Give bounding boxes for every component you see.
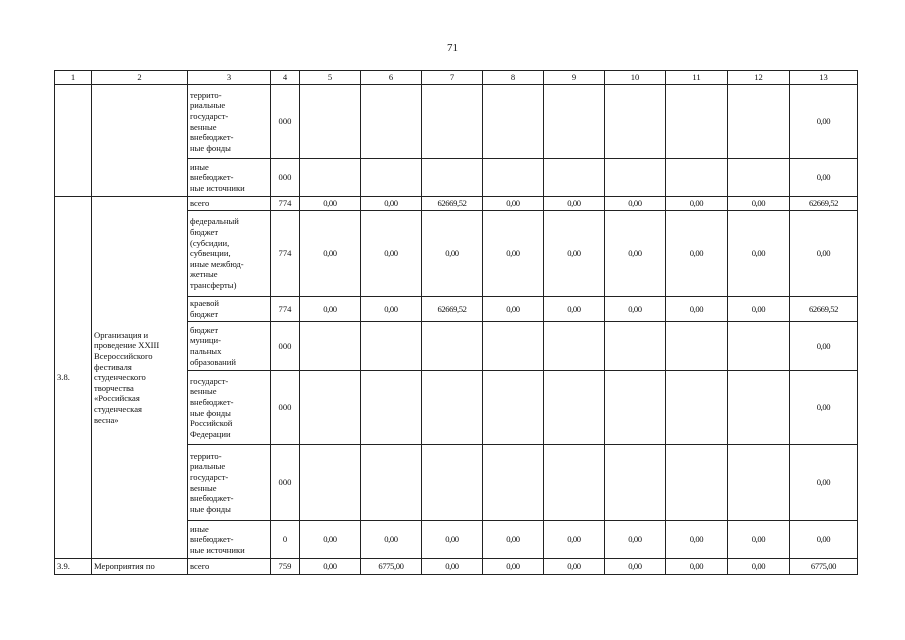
value-cell: 0,00: [544, 211, 605, 297]
funding-source-cell: государст- венные внебюджет- ные фонды Российской Федерации: [188, 371, 271, 445]
index-cell: 3.8.: [55, 197, 92, 559]
code-cell: 0: [271, 521, 300, 559]
code-cell: 774: [271, 197, 300, 211]
value-cell: 0,00: [422, 521, 483, 559]
value-cell: [300, 371, 361, 445]
total-cell: 62669,52: [790, 197, 858, 211]
value-cell: [666, 371, 728, 445]
value-cell: 62669,52: [422, 197, 483, 211]
value-cell: 0,00: [605, 197, 666, 211]
value-cell: 0,00: [300, 559, 361, 575]
value-cell: 0,00: [605, 297, 666, 322]
funding-source-cell: бюджет муници- пальных образований: [188, 322, 271, 371]
value-cell: [544, 371, 605, 445]
value-cell: 0,00: [666, 559, 728, 575]
value-cell: [422, 322, 483, 371]
value-cell: 62669,52: [422, 297, 483, 322]
value-cell: [483, 445, 544, 521]
value-cell: 0,00: [361, 521, 422, 559]
value-cell: [361, 322, 422, 371]
column-header: 11: [666, 71, 728, 85]
column-header: 9: [544, 71, 605, 85]
column-header: 3: [188, 71, 271, 85]
value-cell: 0,00: [666, 297, 728, 322]
value-cell: [483, 371, 544, 445]
total-cell: 0,00: [790, 445, 858, 521]
value-cell: [544, 445, 605, 521]
value-cell: 0,00: [666, 521, 728, 559]
value-cell: 6775,00: [361, 559, 422, 575]
value-cell: [361, 445, 422, 521]
value-cell: [300, 445, 361, 521]
value-cell: 0,00: [728, 521, 790, 559]
value-cell: 0,00: [300, 211, 361, 297]
column-header: 7: [422, 71, 483, 85]
column-header: 10: [605, 71, 666, 85]
value-cell: 0,00: [483, 197, 544, 211]
value-cell: 0,00: [422, 559, 483, 575]
table-row: [55, 197, 858, 211]
total-cell: 0,00: [790, 521, 858, 559]
value-cell: 0,00: [483, 559, 544, 575]
code-cell: 774: [271, 297, 300, 322]
funding-source-cell: иные внебюджет- ные источники: [188, 159, 271, 197]
funding-source-cell: всего: [188, 559, 271, 575]
name-cell: [92, 85, 188, 197]
value-cell: [605, 371, 666, 445]
value-cell: [422, 371, 483, 445]
total-cell: 6775,00: [790, 559, 858, 575]
total-cell: 0,00: [790, 322, 858, 371]
value-cell: 0,00: [483, 297, 544, 322]
value-cell: 0,00: [544, 297, 605, 322]
value-cell: 0,00: [483, 211, 544, 297]
column-header: 2: [92, 71, 188, 85]
value-cell: 0,00: [361, 297, 422, 322]
value-cell: 0,00: [300, 197, 361, 211]
value-cell: 0,00: [361, 197, 422, 211]
column-header: 1: [55, 71, 92, 85]
total-cell: 0,00: [790, 85, 858, 159]
value-cell: [728, 322, 790, 371]
code-cell: 759: [271, 559, 300, 575]
table-row: [55, 85, 858, 159]
column-header: 12: [728, 71, 790, 85]
column-header: 4: [271, 71, 300, 85]
column-header: 6: [361, 71, 422, 85]
value-cell: [605, 322, 666, 371]
value-cell: 0,00: [544, 197, 605, 211]
funding-source-cell: федеральный бюджет (субсидии, субвенции, иные межбюд- жетные трансферты): [188, 211, 271, 297]
value-cell: [361, 371, 422, 445]
value-cell: 0,00: [544, 559, 605, 575]
value-cell: 0,00: [605, 559, 666, 575]
value-cell: 0,00: [300, 297, 361, 322]
value-cell: 0,00: [728, 297, 790, 322]
funding-source-cell: всего: [188, 197, 271, 211]
code-cell: 774: [271, 211, 300, 297]
value-cell: [728, 445, 790, 521]
column-number-row: [55, 71, 858, 85]
funding-source-cell: террито- риальные государст- венные внебюджет- ные фонды: [188, 85, 271, 159]
value-cell: 0,00: [728, 197, 790, 211]
value-cell: [666, 322, 728, 371]
index-cell: 3.9.: [55, 559, 92, 575]
value-cell: [483, 322, 544, 371]
value-cell: 0,00: [666, 211, 728, 297]
value-cell: 0,00: [544, 521, 605, 559]
column-header: 13: [790, 71, 858, 85]
code-cell: 000: [271, 445, 300, 521]
code-cell: 000: [271, 159, 300, 197]
value-cell: 0,00: [666, 197, 728, 211]
value-cell: 0,00: [728, 211, 790, 297]
value-cell: 0,00: [728, 559, 790, 575]
name-cell: Мероприятия по: [92, 559, 188, 575]
total-cell: 0,00: [790, 159, 858, 197]
code-cell: 000: [271, 85, 300, 159]
value-cell: 0,00: [605, 211, 666, 297]
value-cell: [666, 445, 728, 521]
value-cell: [544, 322, 605, 371]
value-cell: 0,00: [361, 211, 422, 297]
value-cell: [605, 445, 666, 521]
funding-source-cell: террито- риальные государст- венные внебюджет- ные фонды: [188, 445, 271, 521]
column-header: 5: [300, 71, 361, 85]
code-cell: 000: [271, 322, 300, 371]
value-cell: 0,00: [300, 521, 361, 559]
code-cell: 000: [271, 371, 300, 445]
value-cell: [300, 322, 361, 371]
name-cell: Организация и проведение XXIII Всероссийского фестиваля студенческого творчества «Российская студенческая весна»: [92, 197, 188, 559]
funding-source-cell: краевой бюджет: [188, 297, 271, 322]
budget-table: [54, 70, 858, 575]
total-cell: 0,00: [790, 211, 858, 297]
value-cell: 0,00: [483, 521, 544, 559]
page-number: 71: [447, 42, 458, 54]
funding-source-cell: иные внебюджет- ные источники: [188, 521, 271, 559]
total-cell: 0,00: [790, 371, 858, 445]
value-cell: 0,00: [605, 521, 666, 559]
table-row: [55, 559, 858, 575]
value-cell: [728, 371, 790, 445]
index-cell: [55, 85, 92, 197]
total-cell: 62669,52: [790, 297, 858, 322]
column-header: 8: [483, 71, 544, 85]
value-cell: 0,00: [422, 211, 483, 297]
value-cell: [422, 445, 483, 521]
